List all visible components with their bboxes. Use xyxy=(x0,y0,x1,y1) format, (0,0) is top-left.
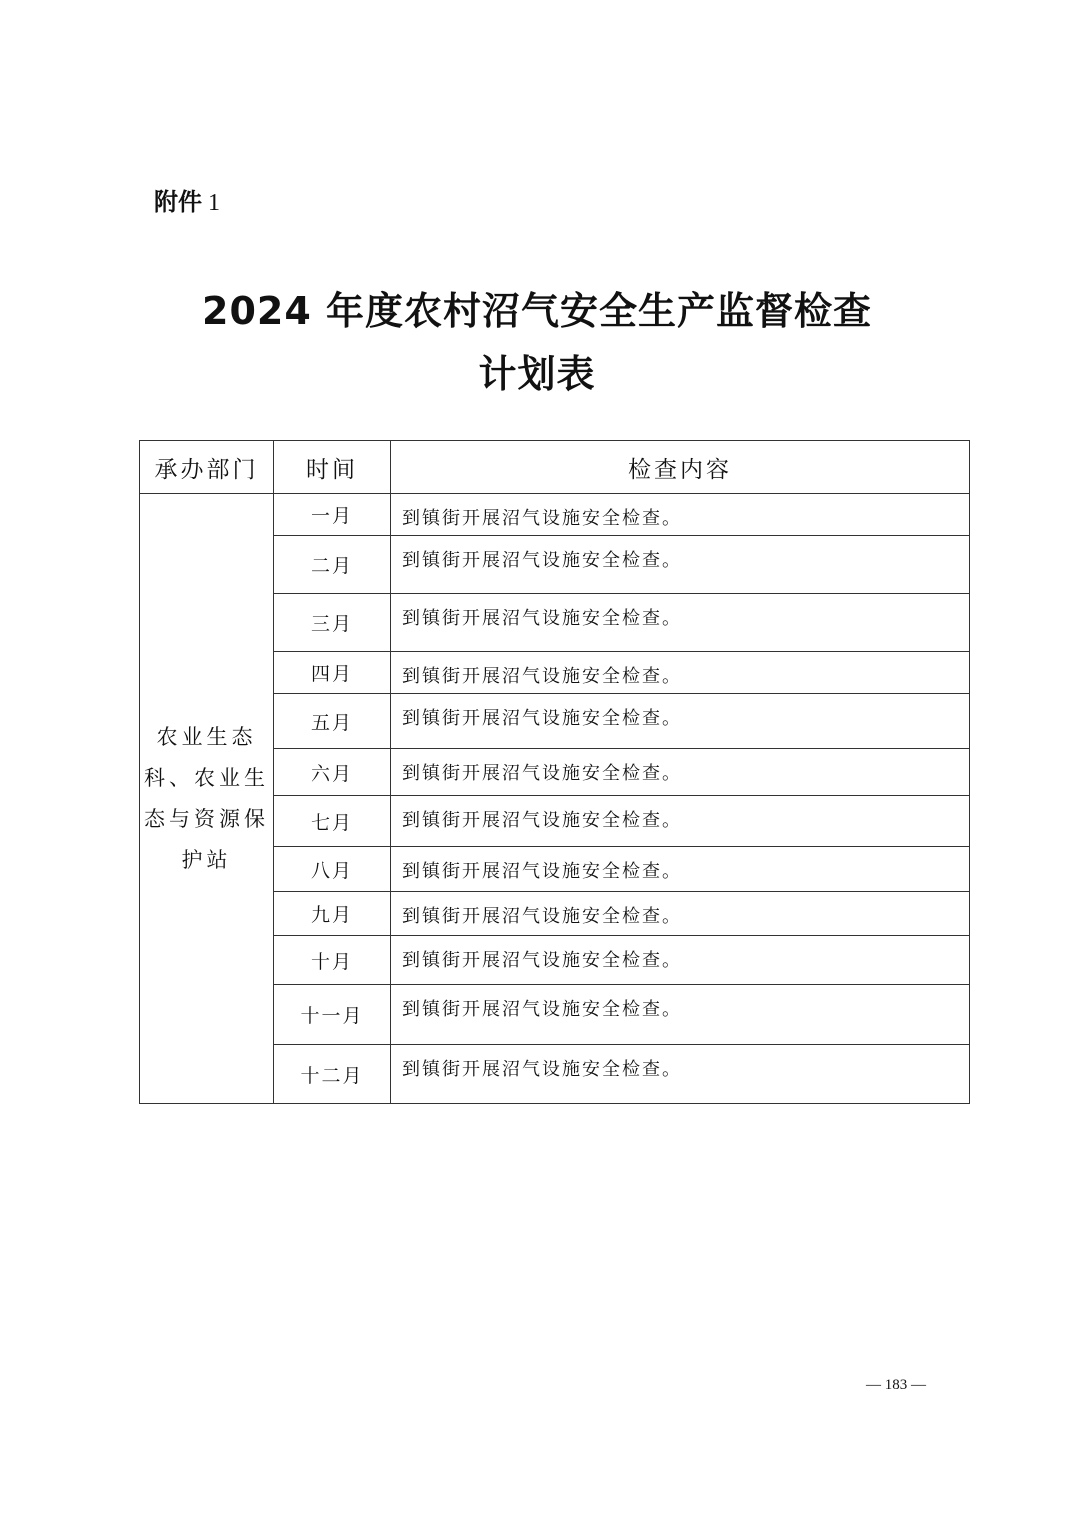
content-cell: 到镇街开展沼气设施安全检查。 xyxy=(391,494,970,536)
content-cell: 到镇街开展沼气设施安全检查。 xyxy=(391,694,970,749)
header-content: 检查内容 xyxy=(391,441,970,494)
content-cell: 到镇街开展沼气设施安全检查。 xyxy=(391,594,970,652)
content-cell: 到镇街开展沼气设施安全检查。 xyxy=(391,847,970,892)
attachment-text: 附件 xyxy=(154,188,202,216)
document-title: 2024 年度农村沼气安全生产监督检查 xyxy=(202,289,872,333)
month-cell: 九月 xyxy=(274,892,391,936)
content-cell: 到镇街开展沼气设施安全检查。 xyxy=(391,796,970,847)
month-cell: 十月 xyxy=(274,936,391,985)
attachment-label xyxy=(154,182,220,217)
department-cell: 农业生态科、农业生态与资源保护站 xyxy=(140,494,274,1104)
content-cell: 到镇街开展沼气设施安全检查。 xyxy=(391,652,970,694)
content-cell: 到镇街开展沼气设施安全检查。 xyxy=(391,749,970,796)
table-header-row xyxy=(140,441,970,494)
table-row xyxy=(140,494,970,536)
month-cell: 三月 xyxy=(274,594,391,652)
month-cell: 四月 xyxy=(274,652,391,694)
month-cell: 十二月 xyxy=(274,1045,391,1104)
month-cell: 八月 xyxy=(274,847,391,892)
content-cell: 到镇街开展沼气设施安全检查。 xyxy=(391,985,970,1045)
content-cell: 到镇街开展沼气设施安全检查。 xyxy=(391,936,970,985)
attachment-number: 1 xyxy=(208,190,220,216)
month-cell: 七月 xyxy=(274,796,391,847)
month-cell: 二月 xyxy=(274,536,391,594)
month-cell: 五月 xyxy=(274,694,391,749)
inspection-plan-table xyxy=(139,440,970,1104)
page-number: — 183 — xyxy=(866,1377,926,1393)
header-time: 时间 xyxy=(274,441,391,494)
month-cell: 十一月 xyxy=(274,985,391,1045)
content-cell: 到镇街开展沼气设施安全检查。 xyxy=(391,892,970,936)
content-cell: 到镇街开展沼气设施安全检查。 xyxy=(391,1045,970,1104)
month-cell: 六月 xyxy=(274,749,391,796)
content-cell: 到镇街开展沼气设施安全检查。 xyxy=(391,536,970,594)
document-title-line2: 计划表 xyxy=(478,352,596,396)
month-cell: 一月 xyxy=(274,494,391,536)
header-department: 承办部门 xyxy=(140,441,274,494)
